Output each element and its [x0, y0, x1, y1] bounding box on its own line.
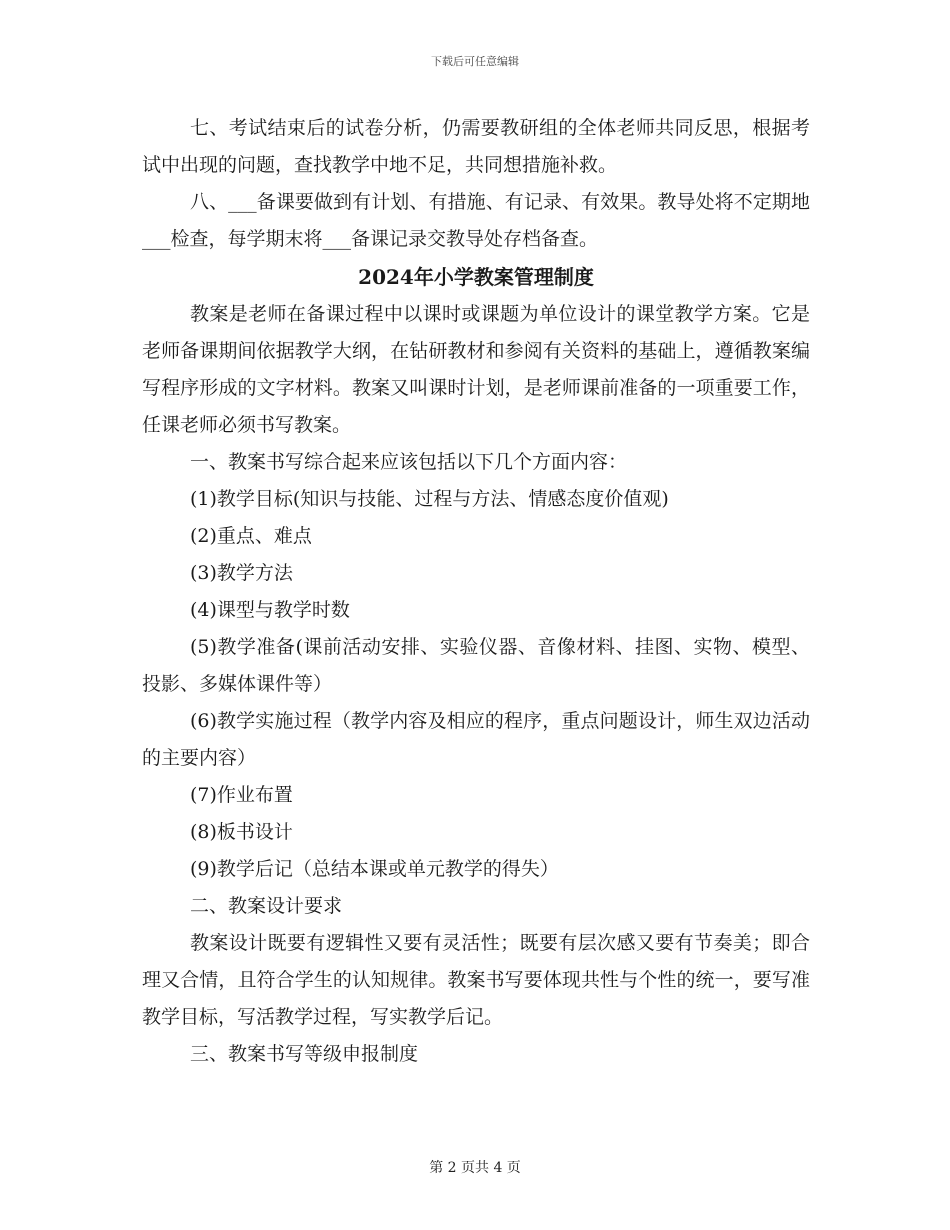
document-body [142, 110, 810, 1073]
paragraph: 三、教案书写等级申报制度 [190, 1043, 419, 1065]
paragraph: 二、教案设计要求 [190, 895, 343, 917]
paragraph: 八、___备课要做到有计划、有措施、有记录、有效果。教导处将不定期地___检查，每学期末将___备课记录交教导处存档备查。 [142, 191, 810, 250]
list-item: (3)教学方法 [190, 562, 293, 584]
paragraph: 教案是老师在备课过程中以课时或课题为单位设计的课堂教学方案。它是老师备课期间依据教学大纲，在钻研教材和参阅有关资料的基础上，遵循教案编写程序形成的文字材料。教案又叫课时计划，是老师课前准备的一项重要工作，任课老师必须书写教案。 [142, 303, 810, 436]
page-header: 下载后可任意编辑 [431, 55, 519, 68]
list-item: (5)教学准备(课前活动安排、实验仪器、音像材料、挂图、实物、模型、投影、多媒体课件等） [142, 636, 810, 695]
list-item: (7)作业布置 [190, 784, 293, 806]
list-item: (4)课型与教学时数 [190, 599, 350, 621]
paragraph: 教案设计既要有逻辑性又要有灵活性；既要有层次感又要有节奏美；即合理又合情，且符合学生的认知规律。教案书写要体现共性与个性的统一，要写准教学目标，写活教学过程，写实教学后记。 [142, 932, 810, 1028]
section-title: 2024年小学教案管理制度 [358, 265, 594, 289]
list-item: (2)重点、难点 [190, 525, 312, 547]
list-item: (9)教学后记（总结本课或单元教学的得失） [190, 858, 559, 880]
list-item: (1)教学目标(知识与技能、过程与方法、情感态度价值观) [190, 488, 669, 510]
paragraph: 七、考试结束后的试卷分析，仍需要教研组的全体老师共同反思，根据考试中出现的问题，查找教学中地不足，共同想措施补救。 [142, 117, 810, 176]
page-footer: 第 2 页共 4 页 [429, 1160, 521, 1176]
list-item: (6)教学实施过程（教学内容及相应的程序，重点问题设计，师生双边活动的主要内容） [142, 710, 810, 769]
paragraph: 一、教案书写综合起来应该包括以下几个方面内容： [190, 451, 628, 473]
list-item: (8)板书设计 [190, 821, 293, 843]
